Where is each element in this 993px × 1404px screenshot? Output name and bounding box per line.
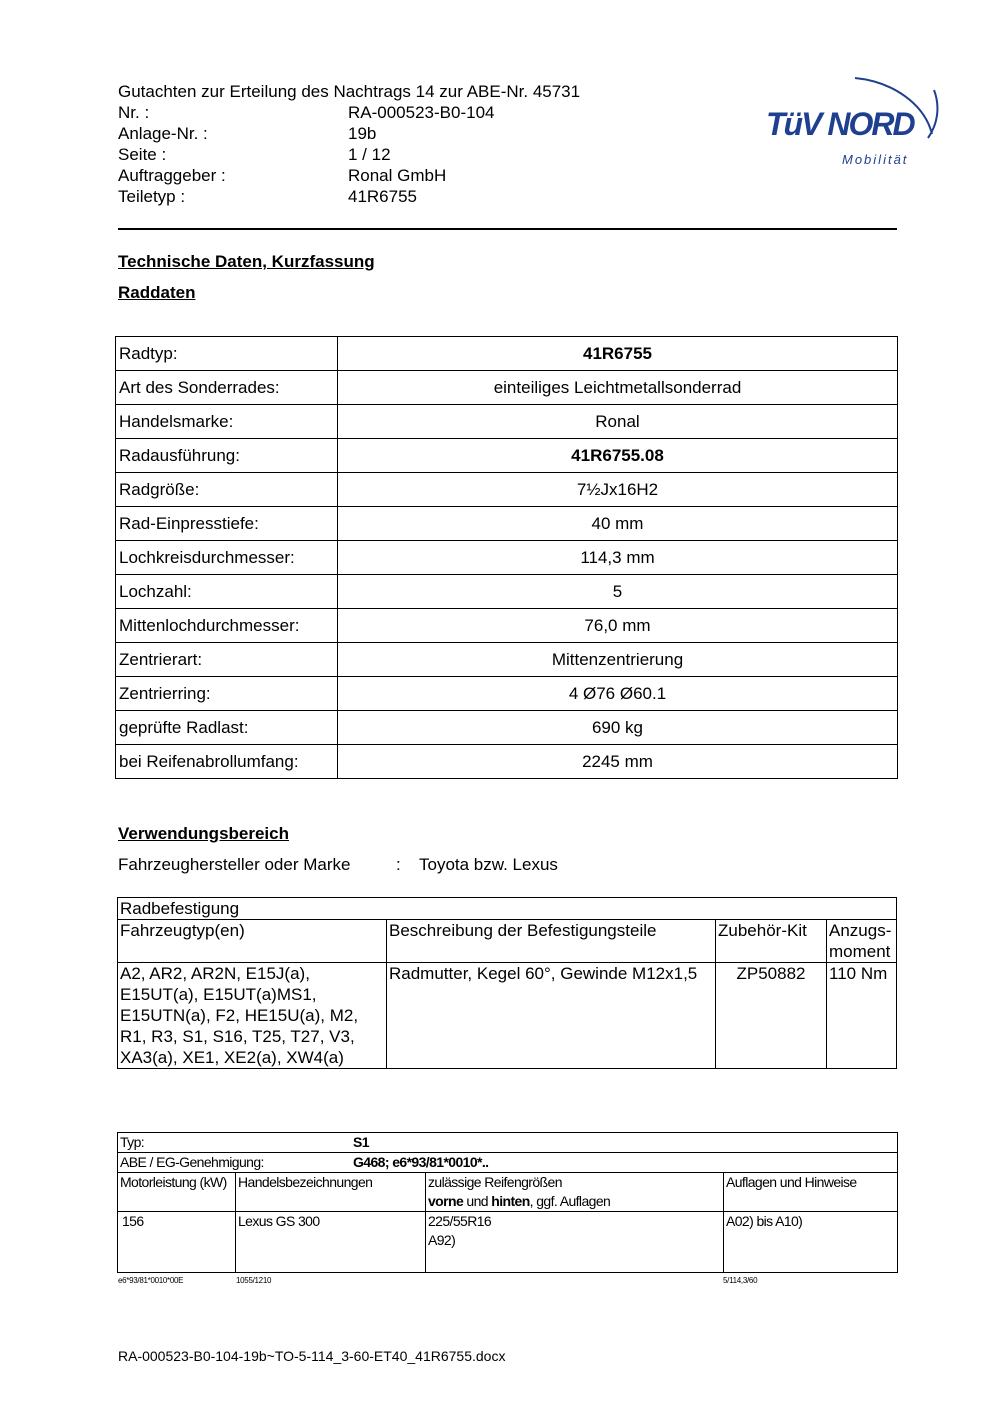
table-row [116,473,898,507]
wheel-data-label: Rad-Einpresstiefe: [116,507,338,541]
column-header: Anzugs-moment [827,920,897,963]
meta-label: Anlage-Nr. : [118,124,208,143]
table-row [116,405,898,439]
wheel-data-value: Mittenzentrierung [338,643,898,677]
meta-value: 19b [348,124,377,143]
wheel-data-value: einteiliges Leichtmetallsonderrad [338,371,898,405]
abe-label: ABE / EG-Genehmigung: [120,1154,264,1170]
wheel-data-value: 5 [338,575,898,609]
table-row [118,1153,898,1173]
manufacturer-line [118,855,558,875]
meta-row-seite [118,144,494,165]
table-row [118,963,897,1069]
table-row [116,337,898,371]
meta-value: Ronal GmbH [348,166,447,185]
table-row [116,677,898,711]
document-filename: RA-000523-B0-104-19b~TO-5-114_3-60-ET40_41R6755.docx [118,1348,506,1364]
fixing-description: Radmutter, Kegel 60°, Gewinde M12x1,5 [387,963,716,1069]
table-row [116,439,898,473]
manufacturer-label: Fahrzeughersteller oder Marke [118,855,351,874]
wheel-data-value: 76,0 mm [338,609,898,643]
meta-row-auftraggeber [118,165,494,186]
wheel-data-value: 41R6755 [338,337,898,371]
wheel-data-value: 7½Jx16H2 [338,473,898,507]
wheel-data-value: Ronal [338,405,898,439]
trade-name: Lexus GS 300 [236,1212,426,1273]
table-row [116,507,898,541]
header-divider [118,228,897,230]
wheel-data-value: 40 mm [338,507,898,541]
logo-text: TüV NORD [766,106,914,142]
footnote-approval: e6*93/81*0010*00E [118,1276,184,1285]
abe-cell [118,1153,898,1173]
tyres-header-line1: zulässige Reifengrößen [428,1174,562,1190]
wheel-data-label: Lochzahl: [116,575,338,609]
typ-value: S1 [353,1134,369,1150]
table-header-row [118,920,897,963]
meta-label: Auftraggeber : [118,166,226,185]
tyres-and: und [463,1193,492,1209]
column-header: Beschreibung der Befestigungsteile [387,920,716,963]
meta-label: Teiletyp : [118,187,186,206]
table-row [118,1133,898,1153]
table-row [116,609,898,643]
type-approval-table [117,1132,898,1273]
torque: 110 Nm [827,963,897,1069]
tyres-front: vorne [428,1193,464,1209]
wheel-data-label: Lochkreisdurchmesser: [116,541,338,575]
engine-power: 156 [118,1212,236,1273]
meta-row-anlage [118,123,494,144]
meta-value: RA-000523-B0-104 [348,103,495,122]
wheel-data-value: 41R6755.08 [338,439,898,473]
table-row [118,1212,898,1273]
manufacturer-value: Toyota bzw. Lexus [419,855,558,874]
abe-value: G468; e6*93/81*0010*.. [353,1154,489,1170]
column-header: Motorleistung (kW) [118,1173,236,1212]
wheel-data-label: Zentrierart: [116,643,338,677]
wheel-data-value: 114,3 mm [338,541,898,575]
wheel-data-label: Art des Sonderrades: [116,371,338,405]
meta-row-teiletyp [118,186,494,207]
document-title: Gutachten zur Erteilung des Nachtrags 14 zur ABE-Nr. 45731 [118,82,581,101]
column-header: Handelsbezeichnungen [236,1173,426,1212]
footnote-code: 1055/1210 [236,1276,272,1285]
tyre-cell [426,1212,724,1273]
wheel-fixing-table [117,897,897,1069]
tyre-note: A92) [428,1232,456,1248]
meta-label: Seite : [118,145,167,164]
column-header-tyres [426,1173,724,1212]
logo-subtitle: Mobilität [842,152,909,167]
wheel-data-label: Handelsmarke: [116,405,338,439]
wheel-data-label: Mittenlochdurchmesser: [116,609,338,643]
section-heading-tech: Technische Daten, Kurzfassung [118,252,375,271]
meta-value: 41R6755 [348,187,418,206]
wheel-data-value: 2245 mm [338,745,898,779]
tuv-nord-logo [760,56,945,176]
meta-label: Nr. : [118,103,150,122]
meta-value: 1 / 12 [348,145,391,164]
wheel-data-value: 4 Ø76 Ø60.1 [338,677,898,711]
table-row [116,541,898,575]
fixing-title: Radbefestigung [118,898,897,920]
wheel-data-value: 690 kg [338,711,898,745]
table-row [118,898,897,920]
tyres-rest: , ggf. Auflagen [529,1193,611,1209]
tyres-header-line2 [428,1192,721,1211]
table-row [116,643,898,677]
vehicle-types: A2, AR2, AR2N, E15J(a), E15UT(a), E15UT(a)MS1, E15UTN(a), F2, HE15U(a), M2, R1, R3, S1, S16, T25, T27, V3, XA3(a), XE1, XE2(a), XW4(a) [118,963,387,1069]
column-header: Fahrzeugtyp(en) [118,920,387,963]
manufacturer-separator: : [396,855,401,874]
footnote-pcd: 5/114,3/60 [723,1276,758,1285]
tyres-rear: hinten [491,1193,530,1209]
section-heading-usage: Verwendungsbereich [118,824,289,843]
wheel-data-label: bei Reifenabrollumfang: [116,745,338,779]
table-row [116,711,898,745]
kit-number: ZP50882 [716,963,827,1069]
meta-row-nr [118,102,494,123]
section-heading-wheel: Raddaten [118,283,196,302]
wheel-data-label: Zentrierring: [116,677,338,711]
column-header: Auflagen und Hinweise [724,1173,898,1212]
typ-label: Typ: [120,1134,145,1150]
wheel-data-label: Radtyp: [116,337,338,371]
table-row [116,575,898,609]
typ-cell [118,1133,898,1153]
wheel-data-label: geprüfte Radlast: [116,711,338,745]
notes: A02) bis A10) [724,1212,898,1273]
table-header-row [118,1173,898,1212]
wheel-data-label: Radausführung: [116,439,338,473]
column-header: Zubehör-Kit [716,920,827,963]
table-row [116,371,898,405]
wheel-data-label: Radgröße: [116,473,338,507]
tyre-size: 225/55R16 [428,1213,492,1229]
wheel-data-table [115,336,898,779]
meta-block [118,102,494,207]
table-row [116,745,898,779]
